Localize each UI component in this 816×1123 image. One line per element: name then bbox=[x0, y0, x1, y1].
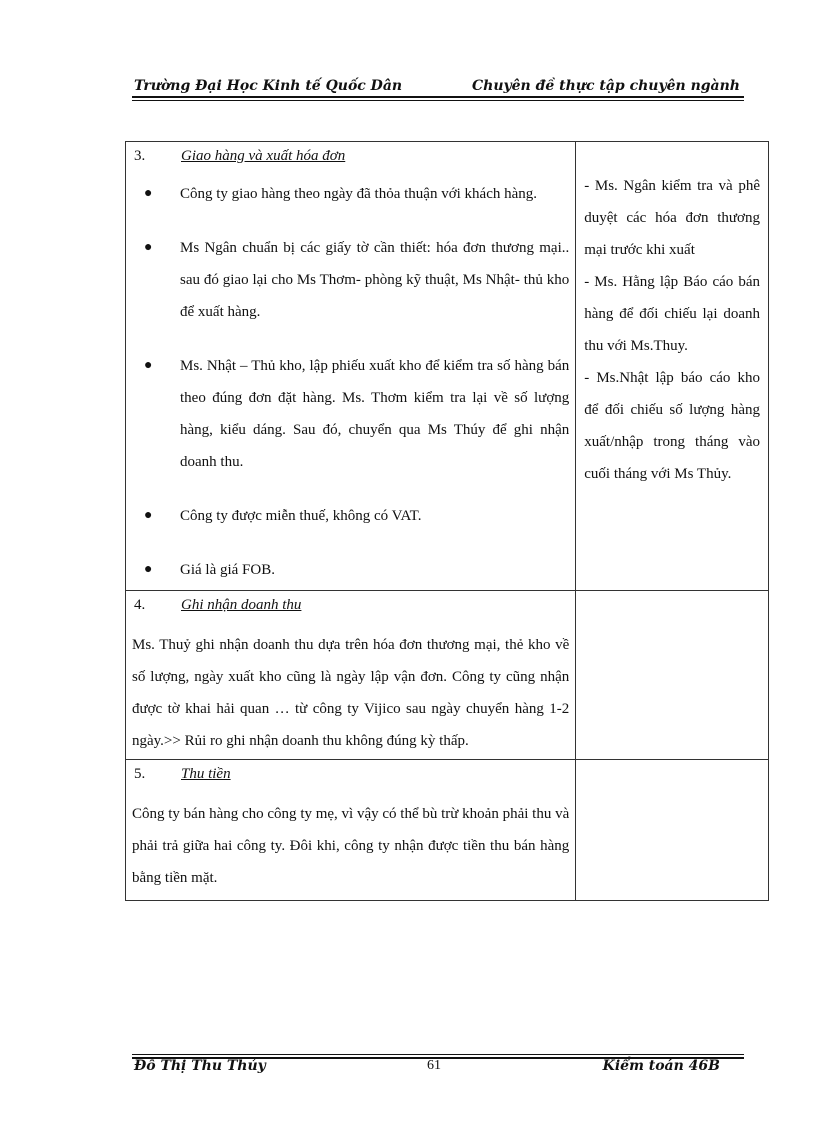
footer-rule-thin bbox=[132, 1054, 744, 1055]
section-5-cell bbox=[126, 760, 576, 901]
page-header bbox=[132, 78, 742, 98]
bullet-icon: ● bbox=[144, 240, 153, 255]
header-university: Trường Đại Học Kinh tế Quốc Dân bbox=[134, 78, 403, 94]
procedure-table bbox=[125, 141, 769, 901]
header-rule bbox=[132, 96, 744, 98]
section-number: 3. bbox=[134, 148, 146, 164]
section-heading bbox=[126, 760, 575, 788]
section-title: Ghi nhận doanh thu bbox=[181, 597, 302, 613]
bullet-list bbox=[126, 170, 575, 586]
list-item: ● Công ty giao hàng theo ngày đã thỏa thuận với khách hàng. bbox=[126, 178, 575, 210]
section-4-cell bbox=[126, 591, 576, 760]
section-number: 5. bbox=[134, 766, 146, 782]
header-report-title: Chuyên đề thực tập chuyên ngành bbox=[472, 78, 740, 94]
list-item: ● Ms. Nhật – Thủ kho, lập phiếu xuất kho để kiểm tra số hàng bán theo đúng đơn đặt hàng. Ms. Thơm kiểm tra lại về số lượng hàng, kiểu dáng. Sau đó, chuyển qua Ms Thúy để ghi nhận doanh thu. bbox=[126, 350, 575, 478]
footer-class: Kiểm toán 46B bbox=[602, 1058, 720, 1074]
section-paragraph: Công ty bán hàng cho công ty mẹ, vì vậy có thể bù trừ khoản phải thu và phải trả giữa hai công ty. Đôi khi, công ty nhận được tiền thu bán hàng bằng tiền mặt. bbox=[132, 806, 570, 886]
list-item: ● Giá là giá FOB. bbox=[126, 554, 575, 586]
section-heading bbox=[126, 142, 575, 170]
empty-cell bbox=[576, 760, 769, 901]
table-row bbox=[126, 591, 769, 760]
section-3-cell bbox=[126, 142, 576, 591]
table-row bbox=[126, 142, 769, 591]
header-rule-thin bbox=[132, 100, 744, 101]
section-title: Thu tiền bbox=[181, 766, 231, 782]
list-item: ● Công ty được miễn thuế, không có VAT. bbox=[126, 500, 575, 532]
bullet-icon: ● bbox=[144, 358, 153, 373]
page-number: 61 bbox=[427, 1058, 441, 1073]
list-item: ● Ms Ngân chuẩn bị các giấy tờ cần thiết: hóa đơn thương mại.. sau đó giao lại cho Ms Thơm- phòng kỹ thuật, Ms Nhật- thủ kho để xuất hàng. bbox=[126, 232, 575, 328]
control-item: - Ms. Hằng lập Báo cáo bán hàng để đối chiếu lại doanh thu với Ms.Thuy. bbox=[584, 274, 760, 354]
table-row bbox=[126, 760, 769, 901]
controls-text bbox=[576, 142, 768, 490]
empty-cell bbox=[576, 591, 769, 760]
page-footer bbox=[132, 1058, 744, 1078]
bullet-icon: ● bbox=[144, 186, 153, 201]
controls-cell bbox=[576, 142, 769, 591]
section-heading bbox=[126, 591, 575, 619]
section-paragraph: Ms. Thuỷ ghi nhận doanh thu dựa trên hóa đơn thương mại, thẻ kho về số lượng, ngày xuất kho cũng là ngày lập vận đơn. Công ty cũng nhận được tờ khai hải quan … từ công ty Vijico sau ngày chuyển hàng 1-2 ngày.>> Rủi ro ghi nhận doanh thu không đúng kỳ thấp. bbox=[132, 637, 570, 749]
footer-author: Đỗ Thị Thu Thủy bbox=[134, 1058, 266, 1074]
section-number: 4. bbox=[134, 597, 146, 613]
control-item: - Ms.Nhật lập báo cáo kho để đối chiếu số lượng hàng xuất/nhập trong tháng vào cuối tháng với Ms Thủy. bbox=[584, 370, 760, 482]
section-title: Giao hàng và xuất hóa đơn bbox=[181, 148, 346, 164]
bullet-icon: ● bbox=[144, 508, 153, 523]
bullet-icon: ● bbox=[144, 562, 153, 577]
control-item: - Ms. Ngân kiểm tra và phê duyệt các hóa đơn thương mại trước khi xuất bbox=[584, 178, 760, 258]
